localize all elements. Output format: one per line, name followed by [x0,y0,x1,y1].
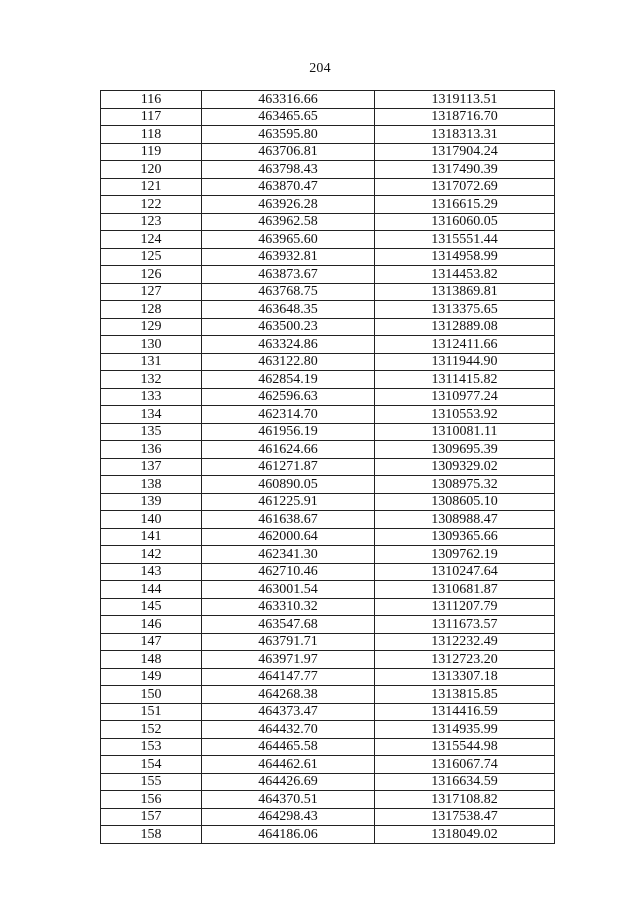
table-row [101,336,555,354]
point-number-cell: 139 [101,493,202,511]
y-coordinate-cell: 1318049.02 [375,826,555,844]
point-number-cell: 116 [101,91,202,109]
table-row [101,563,555,581]
point-number-cell: 117 [101,108,202,126]
table-row [101,528,555,546]
table-row [101,266,555,284]
table-row [101,721,555,739]
point-number-cell: 155 [101,773,202,791]
y-coordinate-cell: 1309695.39 [375,441,555,459]
x-coordinate-cell: 463316.66 [202,91,375,109]
point-number-cell: 149 [101,668,202,686]
y-coordinate-cell: 1317490.39 [375,161,555,179]
x-coordinate-cell: 461271.87 [202,458,375,476]
table-row [101,353,555,371]
y-coordinate-cell: 1310081.11 [375,423,555,441]
table-row [101,231,555,249]
x-coordinate-cell: 462710.46 [202,563,375,581]
y-coordinate-cell: 1317072.69 [375,178,555,196]
table-row [101,738,555,756]
point-number-cell: 120 [101,161,202,179]
point-number-cell: 136 [101,441,202,459]
table-row [101,178,555,196]
x-coordinate-cell: 463001.54 [202,581,375,599]
y-coordinate-cell: 1310977.24 [375,388,555,406]
point-number-cell: 127 [101,283,202,301]
point-number-cell: 142 [101,546,202,564]
x-coordinate-cell: 463324.86 [202,336,375,354]
x-coordinate-cell: 463595.80 [202,126,375,144]
x-coordinate-cell: 463465.65 [202,108,375,126]
table-row [101,651,555,669]
coordinate-table [100,90,555,844]
x-coordinate-cell: 462000.64 [202,528,375,546]
x-coordinate-cell: 463768.75 [202,283,375,301]
point-number-cell: 154 [101,756,202,774]
y-coordinate-cell: 1312411.66 [375,336,555,354]
point-number-cell: 129 [101,318,202,336]
x-coordinate-cell: 463926.28 [202,196,375,214]
point-number-cell: 118 [101,126,202,144]
point-number-cell: 122 [101,196,202,214]
table-row [101,756,555,774]
y-coordinate-cell: 1314958.99 [375,248,555,266]
point-number-cell: 152 [101,721,202,739]
y-coordinate-cell: 1319113.51 [375,91,555,109]
y-coordinate-cell: 1308605.10 [375,493,555,511]
table-row [101,248,555,266]
x-coordinate-cell: 463932.81 [202,248,375,266]
point-number-cell: 153 [101,738,202,756]
table-row [101,773,555,791]
table-row [101,791,555,809]
point-number-cell: 144 [101,581,202,599]
x-coordinate-cell: 464186.06 [202,826,375,844]
table-row [101,703,555,721]
point-number-cell: 134 [101,406,202,424]
y-coordinate-cell: 1308988.47 [375,511,555,529]
x-coordinate-cell: 461225.91 [202,493,375,511]
y-coordinate-cell: 1311673.57 [375,616,555,634]
table-row [101,598,555,616]
y-coordinate-cell: 1309365.66 [375,528,555,546]
point-number-cell: 123 [101,213,202,231]
table-row [101,616,555,634]
y-coordinate-cell: 1314416.59 [375,703,555,721]
y-coordinate-cell: 1318716.70 [375,108,555,126]
x-coordinate-cell: 464373.47 [202,703,375,721]
point-number-cell: 126 [101,266,202,284]
table-row [101,633,555,651]
x-coordinate-cell: 463706.81 [202,143,375,161]
y-coordinate-cell: 1313869.81 [375,283,555,301]
table-row [101,476,555,494]
x-coordinate-cell: 463870.47 [202,178,375,196]
x-coordinate-cell: 462596.63 [202,388,375,406]
table-row [101,143,555,161]
x-coordinate-cell: 463971.97 [202,651,375,669]
y-coordinate-cell: 1316060.05 [375,213,555,231]
x-coordinate-cell: 463310.32 [202,598,375,616]
x-coordinate-cell: 463547.68 [202,616,375,634]
y-coordinate-cell: 1309329.02 [375,458,555,476]
x-coordinate-cell: 462854.19 [202,371,375,389]
y-coordinate-cell: 1311415.82 [375,371,555,389]
table-row [101,371,555,389]
point-number-cell: 135 [101,423,202,441]
y-coordinate-cell: 1312889.08 [375,318,555,336]
table-row [101,826,555,844]
point-number-cell: 157 [101,808,202,826]
y-coordinate-cell: 1317538.47 [375,808,555,826]
y-coordinate-cell: 1313375.65 [375,301,555,319]
x-coordinate-cell: 462314.70 [202,406,375,424]
point-number-cell: 146 [101,616,202,634]
x-coordinate-cell: 464298.43 [202,808,375,826]
x-coordinate-cell: 464147.77 [202,668,375,686]
point-number-cell: 141 [101,528,202,546]
y-coordinate-cell: 1313307.18 [375,668,555,686]
y-coordinate-cell: 1316615.29 [375,196,555,214]
x-coordinate-cell: 463965.60 [202,231,375,249]
point-number-cell: 151 [101,703,202,721]
point-number-cell: 156 [101,791,202,809]
point-number-cell: 158 [101,826,202,844]
table-row [101,546,555,564]
x-coordinate-cell: 462341.30 [202,546,375,564]
x-coordinate-cell: 463122.80 [202,353,375,371]
table-row [101,161,555,179]
x-coordinate-cell: 461624.66 [202,441,375,459]
point-number-cell: 124 [101,231,202,249]
table-row [101,511,555,529]
point-number-cell: 119 [101,143,202,161]
x-coordinate-cell: 463500.23 [202,318,375,336]
point-number-cell: 147 [101,633,202,651]
x-coordinate-cell: 464370.51 [202,791,375,809]
y-coordinate-cell: 1313815.85 [375,686,555,704]
x-coordinate-cell: 463962.58 [202,213,375,231]
table-row [101,213,555,231]
table-row [101,686,555,704]
point-number-cell: 121 [101,178,202,196]
point-number-cell: 145 [101,598,202,616]
y-coordinate-cell: 1310553.92 [375,406,555,424]
y-coordinate-cell: 1310681.87 [375,581,555,599]
y-coordinate-cell: 1316067.74 [375,756,555,774]
y-coordinate-cell: 1317108.82 [375,791,555,809]
point-number-cell: 131 [101,353,202,371]
y-coordinate-cell: 1314453.82 [375,266,555,284]
page-number: 204 [309,61,331,76]
y-coordinate-cell: 1310247.64 [375,563,555,581]
table-row [101,441,555,459]
x-coordinate-cell: 464432.70 [202,721,375,739]
y-coordinate-cell: 1312723.20 [375,651,555,669]
y-coordinate-cell: 1314935.99 [375,721,555,739]
x-coordinate-cell: 464268.38 [202,686,375,704]
point-number-cell: 148 [101,651,202,669]
y-coordinate-cell: 1315544.98 [375,738,555,756]
table-row [101,91,555,109]
x-coordinate-cell: 460890.05 [202,476,375,494]
table-row [101,458,555,476]
point-number-cell: 130 [101,336,202,354]
y-coordinate-cell: 1312232.49 [375,633,555,651]
point-number-cell: 138 [101,476,202,494]
y-coordinate-cell: 1317904.24 [375,143,555,161]
point-number-cell: 150 [101,686,202,704]
x-coordinate-cell: 463648.35 [202,301,375,319]
point-number-cell: 133 [101,388,202,406]
table-row [101,196,555,214]
x-coordinate-cell: 463791.71 [202,633,375,651]
y-coordinate-cell: 1315551.44 [375,231,555,249]
table-row [101,808,555,826]
x-coordinate-cell: 463873.67 [202,266,375,284]
table-row [101,283,555,301]
point-number-cell: 128 [101,301,202,319]
point-number-cell: 137 [101,458,202,476]
y-coordinate-cell: 1311944.90 [375,353,555,371]
y-coordinate-cell: 1311207.79 [375,598,555,616]
coordinate-table-body [101,91,555,844]
x-coordinate-cell: 464426.69 [202,773,375,791]
table-row [101,668,555,686]
table-row [101,301,555,319]
table-row [101,493,555,511]
y-coordinate-cell: 1309762.19 [375,546,555,564]
y-coordinate-cell: 1308975.32 [375,476,555,494]
point-number-cell: 132 [101,371,202,389]
point-number-cell: 125 [101,248,202,266]
x-coordinate-cell: 461956.19 [202,423,375,441]
x-coordinate-cell: 463798.43 [202,161,375,179]
table-row [101,581,555,599]
x-coordinate-cell: 461638.67 [202,511,375,529]
point-number-cell: 140 [101,511,202,529]
x-coordinate-cell: 464465.58 [202,738,375,756]
table-row [101,318,555,336]
table-row [101,108,555,126]
y-coordinate-cell: 1318313.31 [375,126,555,144]
table-row [101,126,555,144]
y-coordinate-cell: 1316634.59 [375,773,555,791]
table-row [101,406,555,424]
table-row [101,423,555,441]
point-number-cell: 143 [101,563,202,581]
table-row [101,388,555,406]
x-coordinate-cell: 464462.61 [202,756,375,774]
